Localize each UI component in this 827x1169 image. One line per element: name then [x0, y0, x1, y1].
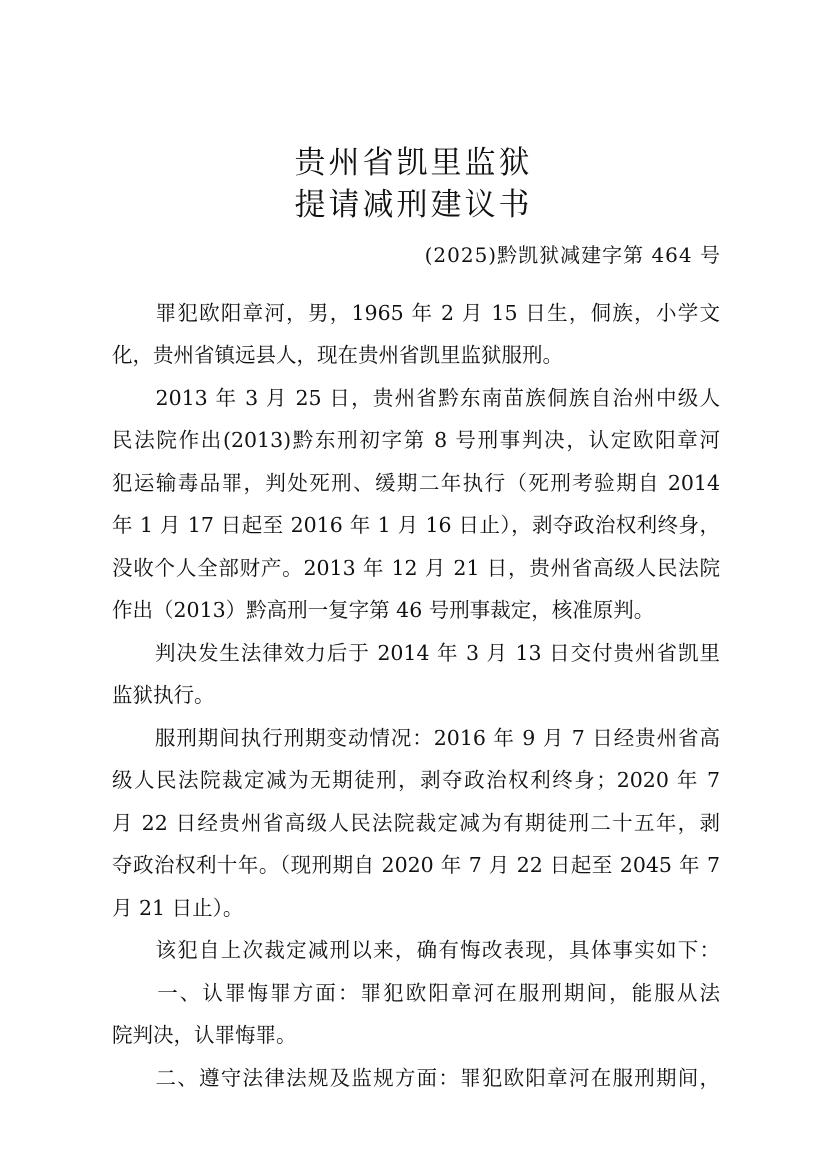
body-line: 作出（2013）黔高刑一复字第 46 号刑事裁定，核准原判。 [112, 598, 655, 622]
body-line: 罪犯欧阳章河，男，1965 年 2 月 15 日生，侗族，小学文 [112, 301, 720, 325]
body-line: 年 1 月 17 日起至 2016 年 1 月 16 日止），剥夺政治权利终身， [112, 513, 720, 537]
body-line: 二、遵守法律法规及监规方面：罪犯欧阳章河在服刑期间， [112, 1066, 720, 1090]
body-line: 化，贵州省镇远县人，现在贵州省凯里监狱服刑。 [112, 343, 563, 367]
body-line: 月 22 日经贵州省高级人民法院裁定减为有期徒刑二十五年，剥 [112, 811, 720, 835]
body-line: 2013 年 3 月 25 日，贵州省黔东南苗族侗族自治州中级人 [112, 386, 720, 410]
body-line: 夺政治权利十年。（现刑期自 2020 年 7 月 22 日起至 2045 年 7 [112, 853, 720, 877]
document-title-line1: 贵州省凯里监狱 [294, 145, 533, 181]
document-number: (2025)黔凯狱减建字第 464 号 [424, 243, 721, 267]
body-line: 该犯自上次裁定减刑以来，确有悔改表现，具体事实如下： [112, 938, 720, 962]
body-line: 民法院作出(2013)黔东刑初字第 8 号刑事判决，认定欧阳章河 [112, 428, 720, 452]
body-line: 没收个人全部财产。2013 年 12 月 21 日，贵州省高级人民法院 [112, 556, 720, 580]
document-title-line2: 提请减刑建议书 [294, 187, 533, 223]
body-line: 判决发生法律效力后于 2014 年 3 月 13 日交付贵州省凯里 [112, 641, 720, 665]
body-line: 监狱执行。 [112, 683, 215, 707]
body-line: 院判决，认罪悔罪。 [112, 1023, 297, 1047]
body-line: 一、认罪悔罪方面：罪犯欧阳章河在服刑期间，能服从法 [112, 981, 720, 1005]
body-line: 级人民法院裁定减为无期徒刑，剥夺政治权利终身；2020 年 7 [112, 768, 720, 792]
body-line: 服刑期间执行刑期变动情况：2016 年 9 月 7 日经贵州省高 [112, 726, 720, 750]
body-line: 月 21 日止）。 [112, 896, 244, 920]
body-line: 犯运输毒品罪，判处死刑、缓期二年执行（死刑考验期自 2014 [112, 471, 720, 495]
